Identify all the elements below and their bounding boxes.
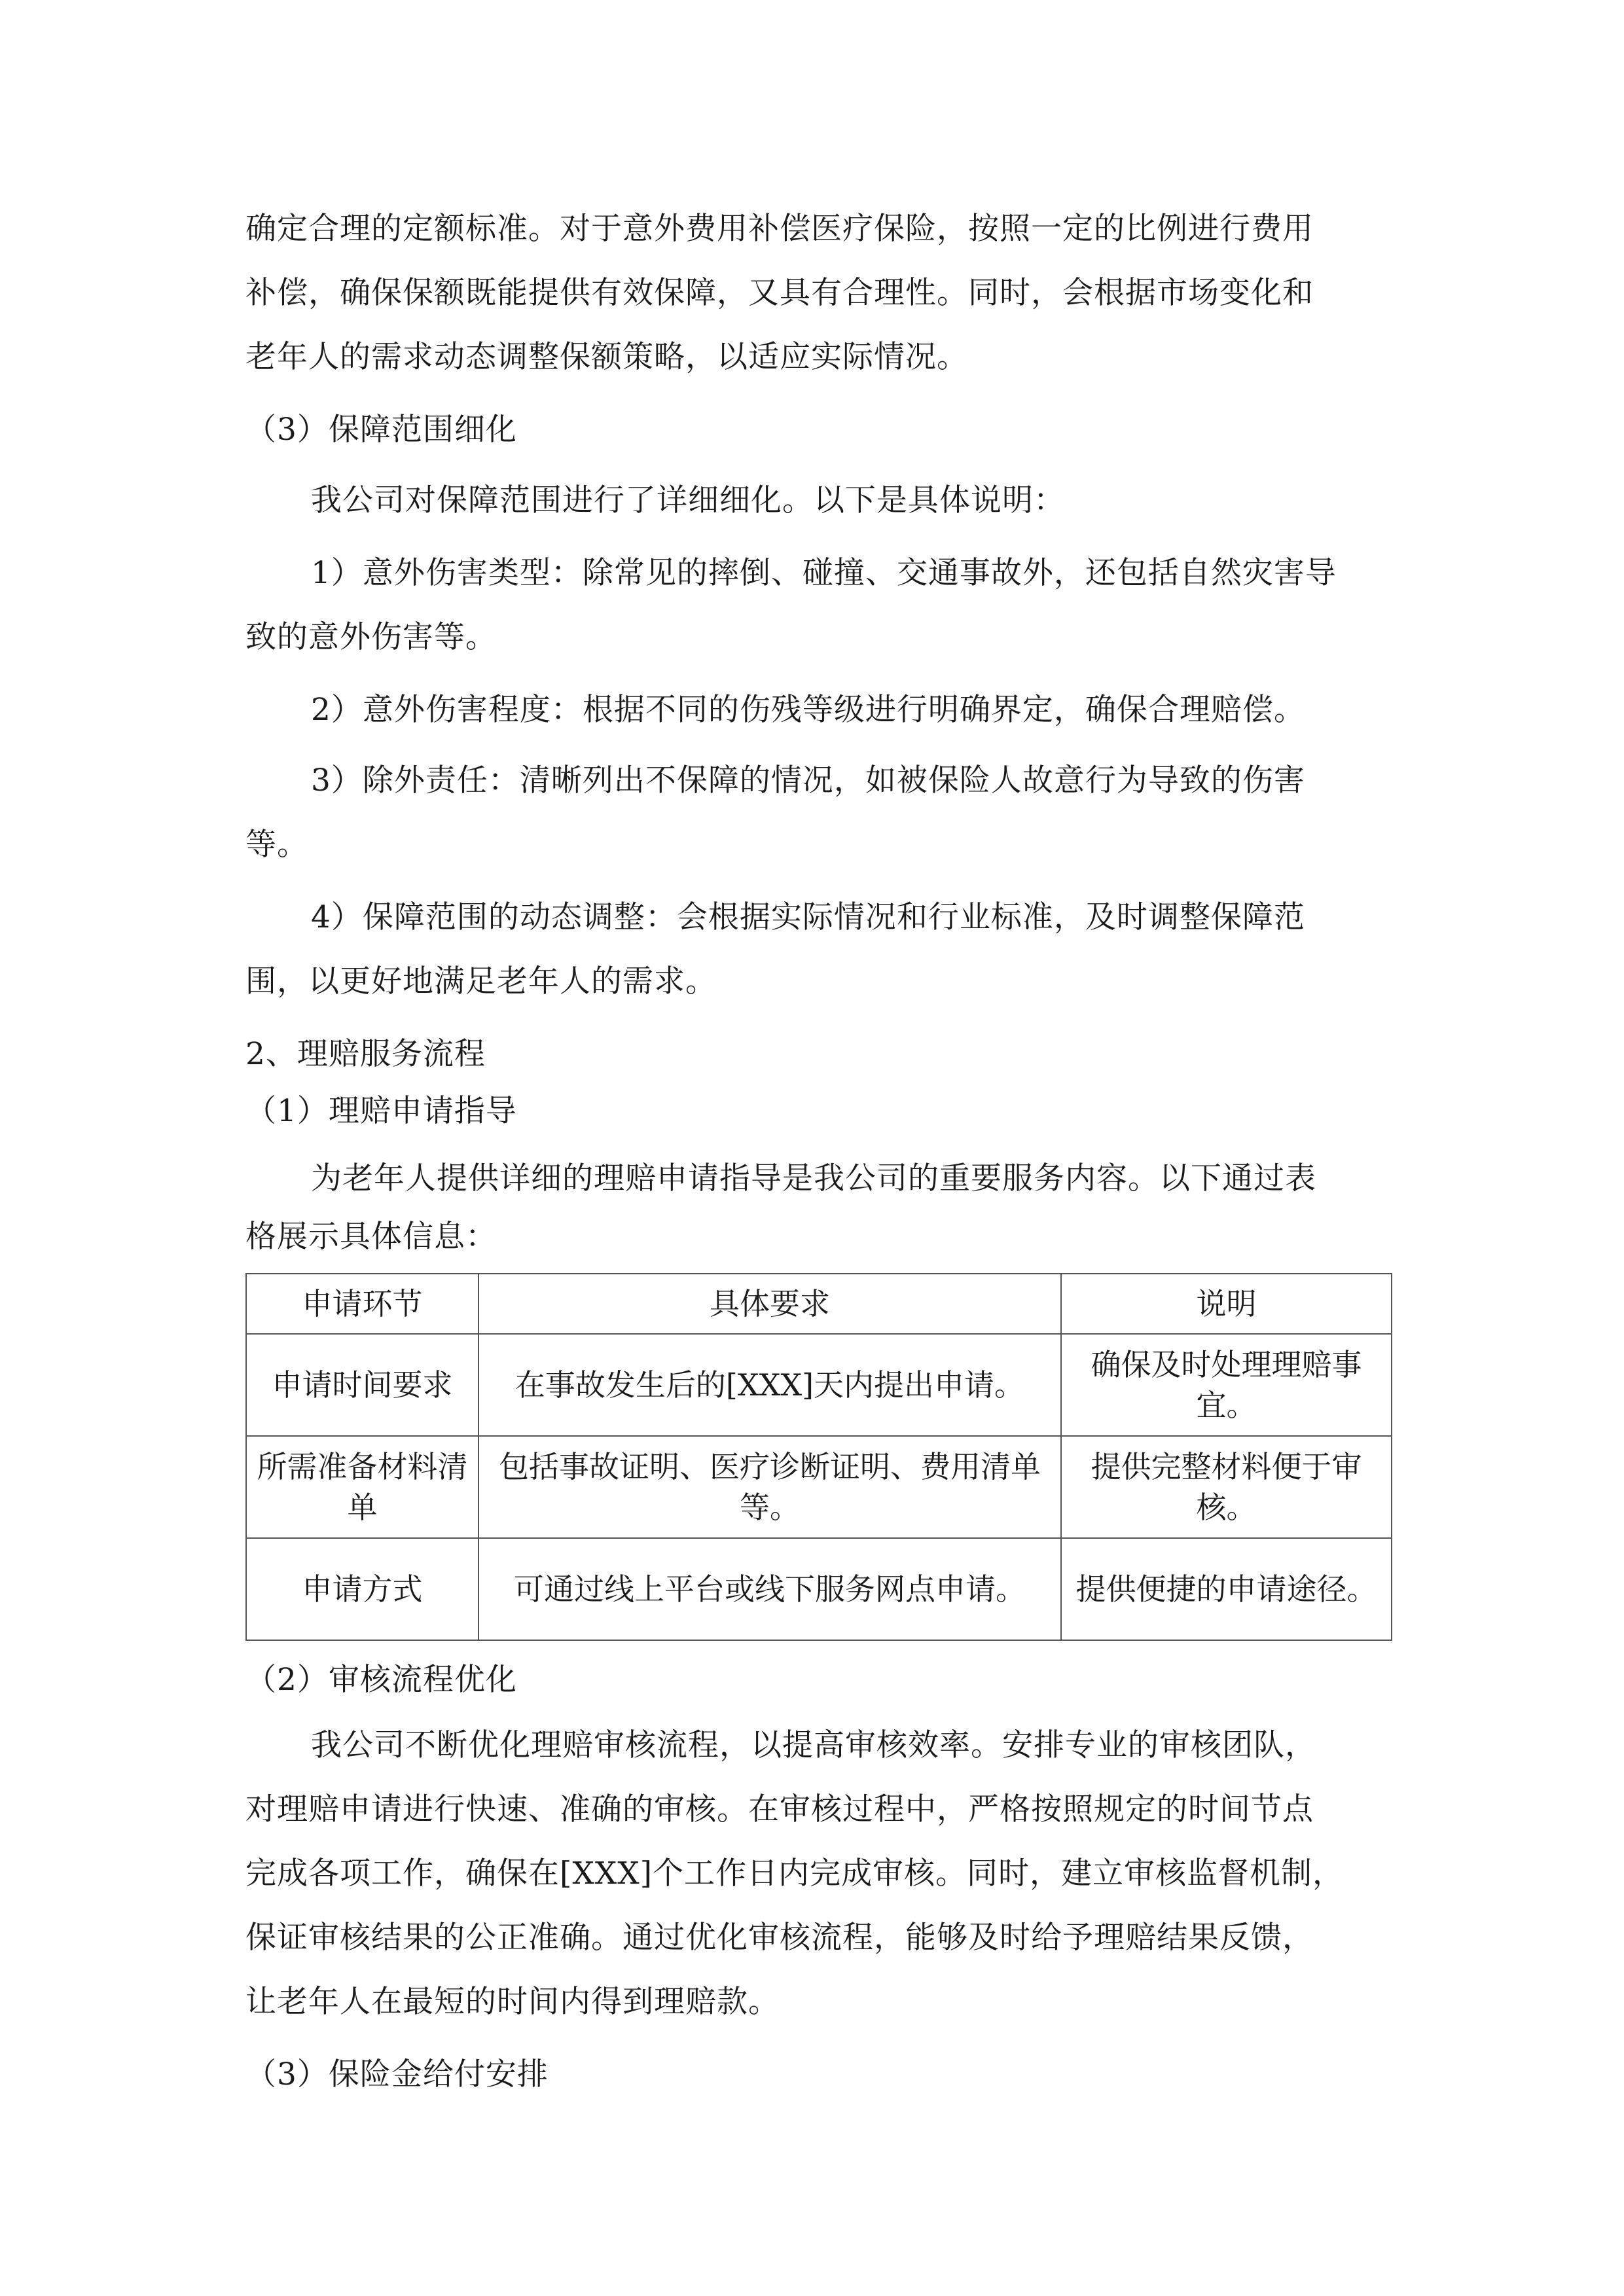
table-header-cell: 具体要求 (478, 1274, 1061, 1334)
table-cell: 确保及时处理理赔事宜。 (1061, 1334, 1392, 1436)
table-header-row (246, 1274, 1392, 1334)
section-heading: （3）保险金给付安排 (245, 2056, 549, 2092)
table-cell: 提供便捷的申请途径。 (1061, 1538, 1392, 1640)
list-item-line: 等。 (245, 827, 308, 863)
claim-application-table (245, 1273, 1392, 1641)
paragraph-line: 补偿，确保保额既能提供有效保障，又具有合理性。同时，会根据市场变化和 (245, 275, 1314, 311)
table-row (246, 1334, 1392, 1436)
section-heading: （3）保障范围细化 (245, 412, 517, 448)
paragraph-line: 我公司不断优化理赔审核流程，以提高审核效率。安排专业的审核团队， (311, 1727, 1316, 1763)
table-header-cell: 说明 (1061, 1274, 1392, 1334)
paragraph-line: 为老年人提供详细的理赔申请指导是我公司的重要服务内容。以下通过表 (311, 1160, 1316, 1196)
section-heading: （1）理赔申请指导 (245, 1093, 517, 1129)
paragraph-line: 对理赔申请进行快速、准确的审核。在审核过程中，严格按照规定的时间节点 (245, 1791, 1314, 1827)
paragraph-line: 完成各项工作，确保在[XXX]个工作日内完成审核。同时，建立审核监督机制， (245, 1856, 1344, 1892)
list-item-line: 2）意外伤害程度：根据不同的伤残等级进行明确界定，确保合理赔偿。 (311, 692, 1305, 728)
paragraph-line: 保证审核结果的公正准确。通过优化审核流程，能够及时给予理赔结果反馈， (245, 1920, 1314, 1956)
table-row (246, 1538, 1392, 1640)
list-item-line: 1）意外伤害类型：除常见的摔倒、碰撞、交通事故外，还包括自然灾害导 (311, 555, 1337, 591)
paragraph-line: 让老年人在最短的时间内得到理赔款。 (245, 1984, 780, 2020)
table-cell: 提供完整材料便于审核。 (1061, 1436, 1392, 1538)
list-item-line: 4）保障范围的动态调整：会根据实际情况和行业标准，及时调整保障范 (311, 899, 1305, 935)
paragraph-line: 老年人的需求动态调整保额策略，以适应实际情况。 (245, 339, 968, 375)
table-cell: 所需准备材料清单 (246, 1436, 478, 1538)
paragraph-line: 我公司对保障范围进行了详细细化。以下是具体说明： (311, 482, 1065, 518)
section-heading: 2、理赔服务流程 (245, 1036, 486, 1072)
table-cell: 包括事故证明、医疗诊断证明、费用清单等。 (478, 1436, 1061, 1538)
list-item-line: 围，以更好地满足老年人的需求。 (245, 963, 717, 999)
table-cell: 可通过线上平台或线下服务网点申请。 (478, 1538, 1061, 1640)
paragraph-line: 确定合理的定额标准。对于意外费用补偿医疗保险，按照一定的比例进行费用 (245, 211, 1314, 247)
table-cell: 申请时间要求 (246, 1334, 478, 1436)
paragraph-line: 格展示具体信息： (245, 1219, 497, 1255)
table-row (246, 1436, 1392, 1538)
table-cell: 申请方式 (246, 1538, 478, 1640)
table-header-cell: 申请环节 (246, 1274, 478, 1334)
list-item-line: 3）除外责任：清晰列出不保障的情况，如被保险人故意行为导致的伤害 (311, 762, 1305, 798)
table-cell: 在事故发生后的[XXX]天内提出申请。 (478, 1334, 1061, 1436)
section-heading: （2）审核流程优化 (245, 1662, 517, 1698)
list-item-line: 致的意外伤害等。 (245, 619, 497, 655)
